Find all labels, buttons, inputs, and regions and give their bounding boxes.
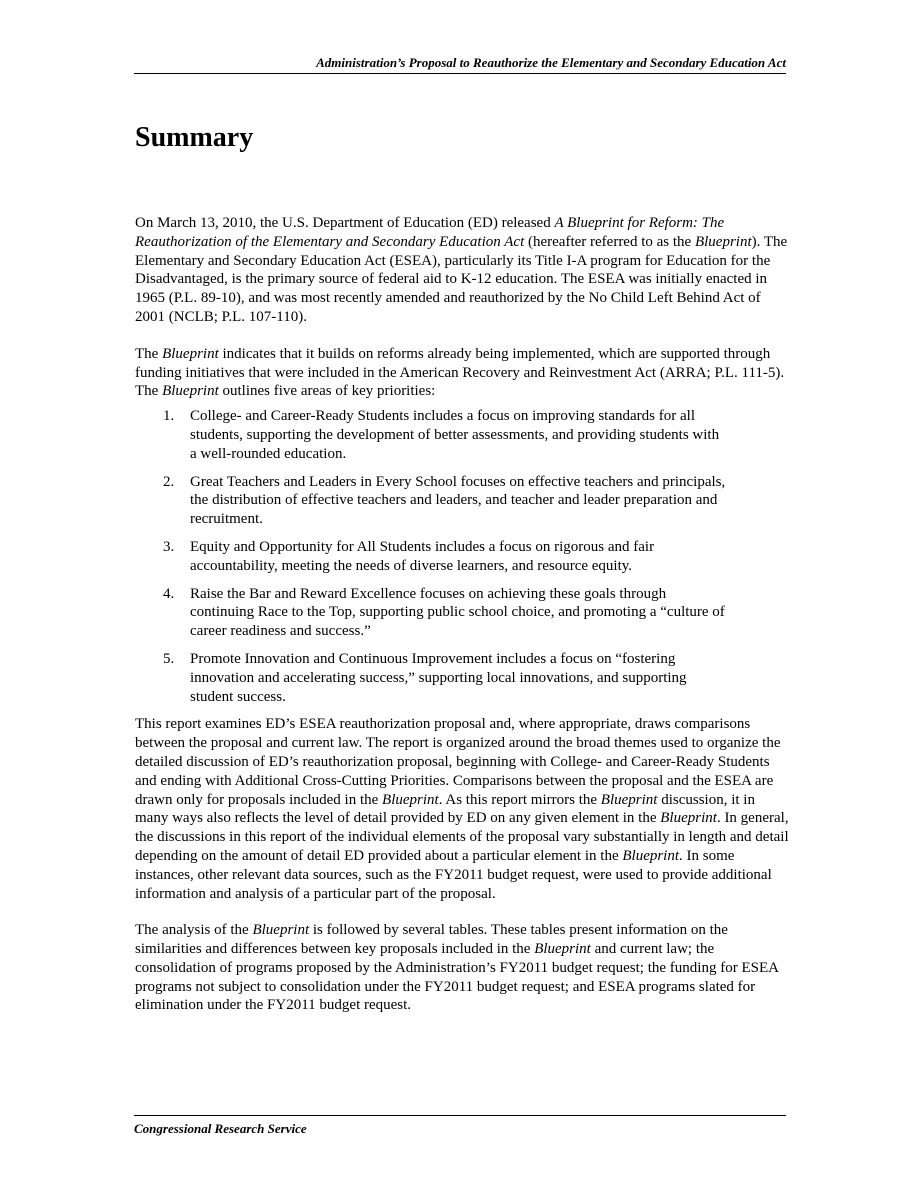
priorities-list — [135, 407, 789, 706]
list-item: 5. Promote Innovation and Continuous Improvement includes a focus on “fostering innovation and accelerating success,” supporting local innovations, and supporting student success. — [163, 650, 687, 705]
list-item: 4. Raise the Bar and Reward Excellence focuses on achieving these goals through continuing Race to the Top, supporting public school choice, and promoting a “culture of career readiness and success.” — [163, 585, 725, 640]
running-footer: Congressional Research Service — [134, 1115, 786, 1137]
list-item: 1. College- and Career-Ready Students includes a focus on improving standards for all students, supporting the development of better assessments, and providing students with a well-rounded education. — [163, 408, 720, 462]
paragraph-blueprint-overview: The Blueprint indicates that it builds on reforms already being implemented, which are supported through funding initiatives that were included in the American Recovery and Reinvestment Act (ARRA; P.L. 111-5). The Blueprint outlines five areas of key priorities: — [135, 345, 785, 400]
running-header: Administration’s Proposal to Reauthorize the Elementary and Secondary Education Act — [134, 55, 786, 74]
paragraph-intro: On March 13, 2010, the U.S. Department of Education (ED) released A Blueprint for Reform: The Reauthorization of the Elementary and Secondary Education Act (hereafter referred to as the Blueprint). The Elementary and Secondary Education Act (ESEA), particularly its Title I-A program for Education for the Disadvantaged, is the primary source of federal aid to K-12 education. The ESEA was initially enacted in 1965 (P.L. 89-10), and was most recently amended and reauthorized by the No Child Left Behind Act of 2001 (NCLB; P.L. 107-110). — [135, 215, 788, 325]
paragraph-report-scope: This report examines ED’s ESEA reauthorization proposal and, where appropriate, draws comparisons between the proposal and current law. The report is organized around the broad themes used to organize the detailed discussion of ED’s reauthorization proposal, beginning with College- and Career-Ready Students and ending with Additional Cross-Cutting Priorities. Comparisons between the proposal and the ESEA are drawn only for proposals included in the Blueprint. As this report mirrors the Blueprint discussion, it in many ways also reflects the level of detail provided by ED on any given element in the Blueprint. In general, the discussions in this report of the individual elements of the proposal vary substantially in length and detail depending on the amount of detail ED provided about a particular element in the Blueprint. In some instances, other relevant data sources, such as the FY2011 budget request, were used to provide additional information and analysis of a particular part of the proposal. — [135, 716, 789, 902]
list-item: 3. Equity and Opportunity for All Students includes a focus on rigorous and fair accountability, meeting the needs of diverse learners, and resource equity. — [163, 538, 655, 574]
list-item: 2. Great Teachers and Leaders in Every School focuses on effective teachers and principals, the distribution of effective teachers and leaders, and teacher and leader preparation and recruitment. — [163, 473, 726, 528]
page-title: Summary — [135, 122, 254, 153]
paragraph-tables: The analysis of the Blueprint is followed by several tables. These tables present information on the similarities and differences between key proposals included in the Blueprint and current law; the consolidation of programs proposed by the Administration’s FY2011 budget request; the funding for ESEA programs not subject to consolidation under the FY2011 budget request; and ESEA programs slated for elimination under the FY2011 budget request. — [135, 922, 779, 1014]
main-content — [135, 214, 789, 1033]
